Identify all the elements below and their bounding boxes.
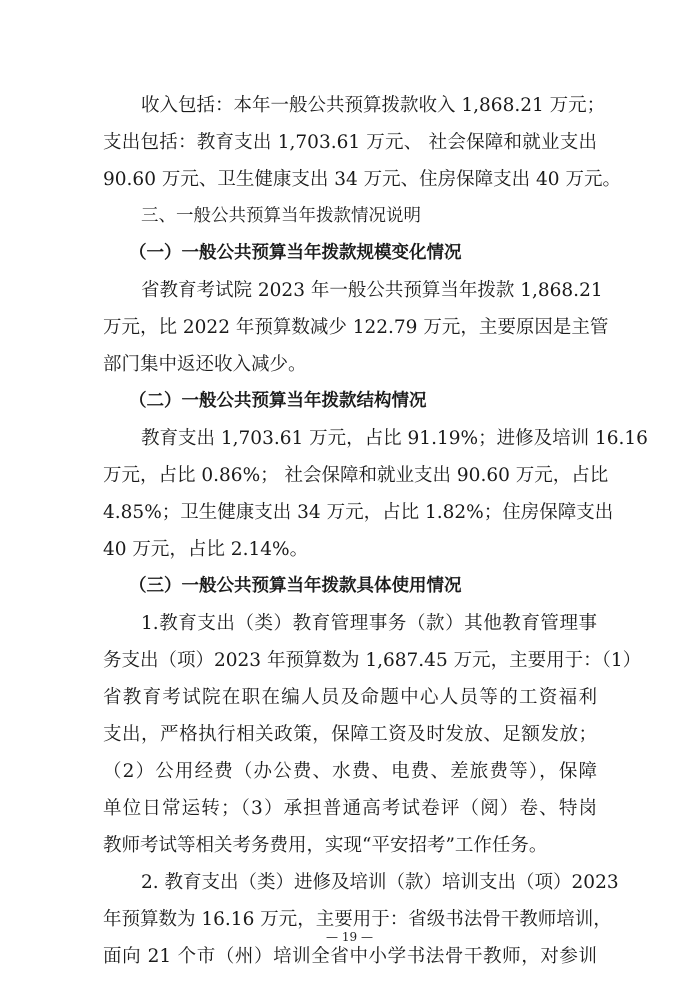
text-line: 支出包括：教育支出 1,703.61 万元、 社会保障和就业支出: [103, 132, 597, 153]
text-line: （2）公用经费（办公费、水费、电费、差旅费等），保障: [103, 761, 597, 782]
page-number: — 19 —: [326, 930, 373, 944]
section-heading: （二）一般公共预算当年拨款结构情况: [129, 391, 427, 411]
text-line: 支出，严格执行相关政策，保障工资及时发放、足额发放；: [103, 724, 597, 745]
text-line: 2. 教育支出（类）进修及培训（款）培训支出（项）2023: [141, 872, 619, 893]
text-line: 教育支出 1,703.61 万元，占比 91.19%；进修及培训 16.16: [141, 428, 648, 449]
text-line: 万元，占比 0.86%； 社会保障和就业支出 90.60 万元，占比: [103, 465, 609, 486]
text-line: 部门集中返还收入减少。: [103, 354, 307, 375]
text-line: 万元，比 2022 年预算数减少 122.79 万元，主要原因是主管: [103, 317, 609, 338]
section-heading: 三、一般公共预算当年拨款情况说明: [141, 206, 421, 226]
section-heading: （三）一般公共预算当年拨款具体使用情况: [129, 576, 462, 596]
text-line: 收入包括：本年一般公共预算拨款收入 1,868.21 万元；: [141, 95, 606, 116]
text-line: 务支出（项）2023 年预算数为 1,687.45 万元，主要用于：（1）: [103, 650, 642, 671]
text-line: 省教育考试院 2023 年一般公共预算当年拨款 1,868.21: [141, 280, 603, 301]
document-body: [103, 87, 648, 975]
text-line: 面向 21 个市（州）培训全省中小学书法骨干教师，对参训: [103, 946, 597, 967]
section-heading: （一）一般公共预算当年拨款规模变化情况: [129, 243, 462, 263]
text-line: 年预算数为 16.16 万元，主要用于：省级书法骨干教师培训，: [103, 909, 612, 930]
text-line: 单位日常运转；（3）承担普通高考试卷评（阅）卷、特岗: [103, 798, 597, 819]
text-line: 90.60 万元、卫生健康支出 34 万元、住房保障支出 40 万元。: [103, 169, 621, 190]
text-line: 1.教育支出（类）教育管理事务（款）其他教育管理事: [141, 613, 597, 634]
text-line: 教师考试等相关考务费用，实现“平安招考”工作任务。: [103, 835, 548, 856]
text-line: 4.85%；卫生健康支出 34 万元，占比 1.82%；住房保障支出: [103, 502, 614, 523]
text-line: 40 万元，占比 2.14%。: [103, 539, 309, 560]
text-line: 省教育考试院在职在编人员及命题中心人员等的工资福利: [103, 687, 597, 708]
